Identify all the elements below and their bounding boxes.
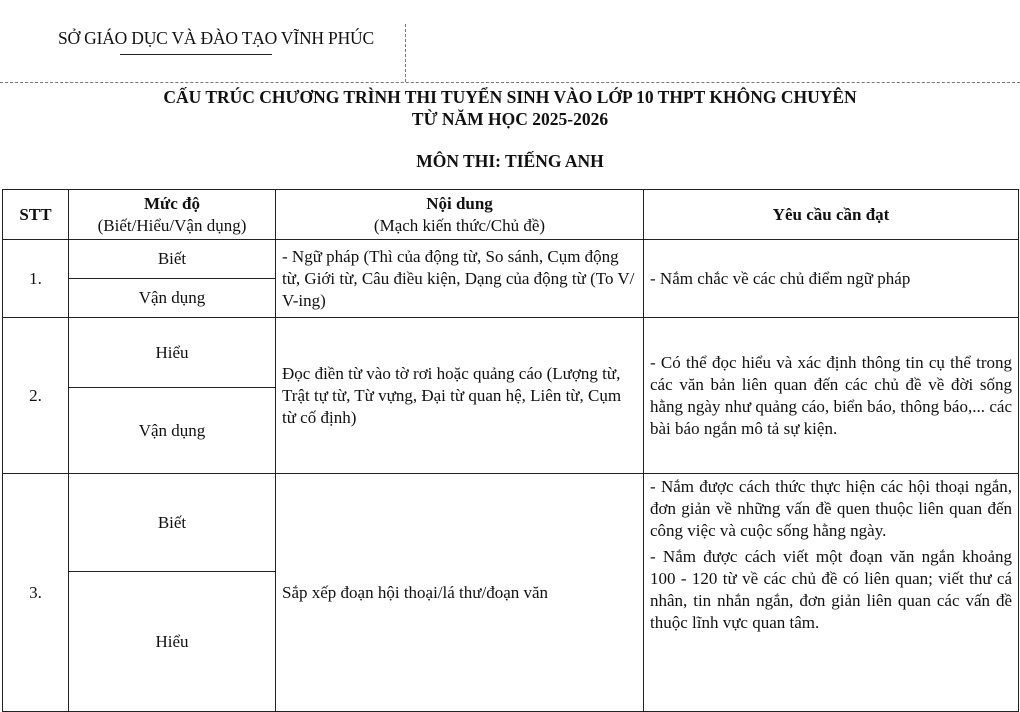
table-row xyxy=(3,318,1019,388)
table-header-row xyxy=(3,190,1019,240)
header-content-subtitle: (Mạch kiến thức/Chủ đề) xyxy=(373,215,546,235)
row3-requirement xyxy=(644,474,1019,712)
row2-requirement: - Có thể đọc hiểu và xác định thông tin cụ thể trong các văn bản liên quan đến các chủ đề về đời sống hằng ngày như quảng cáo, biển báo, thông báo,... các bài báo ngắn mô tả sự kiện. xyxy=(644,318,1019,474)
row3-requirement-part1: - Nắm được cách thức thực hiện các hội thoại ngắn, đơn giản về những vấn đề quen thuộc liên quan đến công việc và cuộc sống hằng ngày. xyxy=(650,477,1012,540)
row2-content: Đọc điền từ vào tờ rơi hoặc quảng cáo (Lượng từ, Trật tự từ, Từ vựng, Đại từ quan hệ, Liên từ, Cụm từ cố định) xyxy=(276,318,644,474)
row1-level-b: Vận dụng xyxy=(69,279,276,318)
header-box xyxy=(0,0,1020,82)
exam-structure-table xyxy=(2,189,1019,712)
row3-requirement-part2: - Nắm được cách viết một đoạn văn ngắn khoảng 100 - 120 từ về các chủ đề có liên quan; viết thư cá nhân, tin nhắn ngắn, đơn giản liên quan các vấn đề thuộc lĩnh vực quan tâm. xyxy=(650,547,1012,632)
row1-requirement: - Nắm chắc về các chủ điểm ngữ pháp xyxy=(644,240,1019,318)
header-stt: STT xyxy=(3,190,69,240)
header-divider-vertical xyxy=(405,24,406,82)
header-level-title: Mức độ xyxy=(144,193,200,213)
row1-content: - Ngữ pháp (Thì của động từ, So sánh, Cụm động từ, Giới từ, Câu điều kiện, Dạng của động từ (To V/ V-ing) xyxy=(276,240,644,318)
row2-level-b: Vận dụng xyxy=(69,388,276,474)
header-content-title: Nội dung xyxy=(426,193,493,213)
table-row xyxy=(3,240,1019,279)
document-title-line2: TỪ NĂM HỌC 2025-2026 xyxy=(411,109,609,129)
table-row xyxy=(3,474,1019,572)
row2-level-a: Hiểu xyxy=(69,318,276,388)
row2-stt: 2. xyxy=(3,318,69,474)
header-divider-horizontal xyxy=(0,82,1020,83)
row1-level-a: Biết xyxy=(69,240,276,279)
organization-name: SỞ GIÁO DỤC VÀ ĐÀO TẠO VĨNH PHÚC xyxy=(58,28,374,48)
header-level-subtitle: (Biết/Hiểu/Vận dụng) xyxy=(97,215,247,235)
row3-level-b: Hiểu xyxy=(69,572,276,712)
header-requirement: Yêu cầu cần đạt xyxy=(644,190,1019,240)
row1-stt: 1. xyxy=(3,240,69,318)
document-title-line1: CẤU TRÚC CHƯƠNG TRÌNH THI TUYỂN SINH VÀO LỚP 10 THPT KHÔNG CHUYÊN xyxy=(163,87,857,107)
organization-underline xyxy=(120,54,272,55)
row3-content: Sắp xếp đoạn hội thoại/lá thư/đoạn văn xyxy=(276,474,644,712)
row3-level-a: Biết xyxy=(69,474,276,572)
row3-stt: 3. xyxy=(3,474,69,712)
exam-subject: MÔN THI: TIẾNG ANH xyxy=(416,151,604,171)
header-content xyxy=(276,190,644,240)
header-level xyxy=(69,190,276,240)
